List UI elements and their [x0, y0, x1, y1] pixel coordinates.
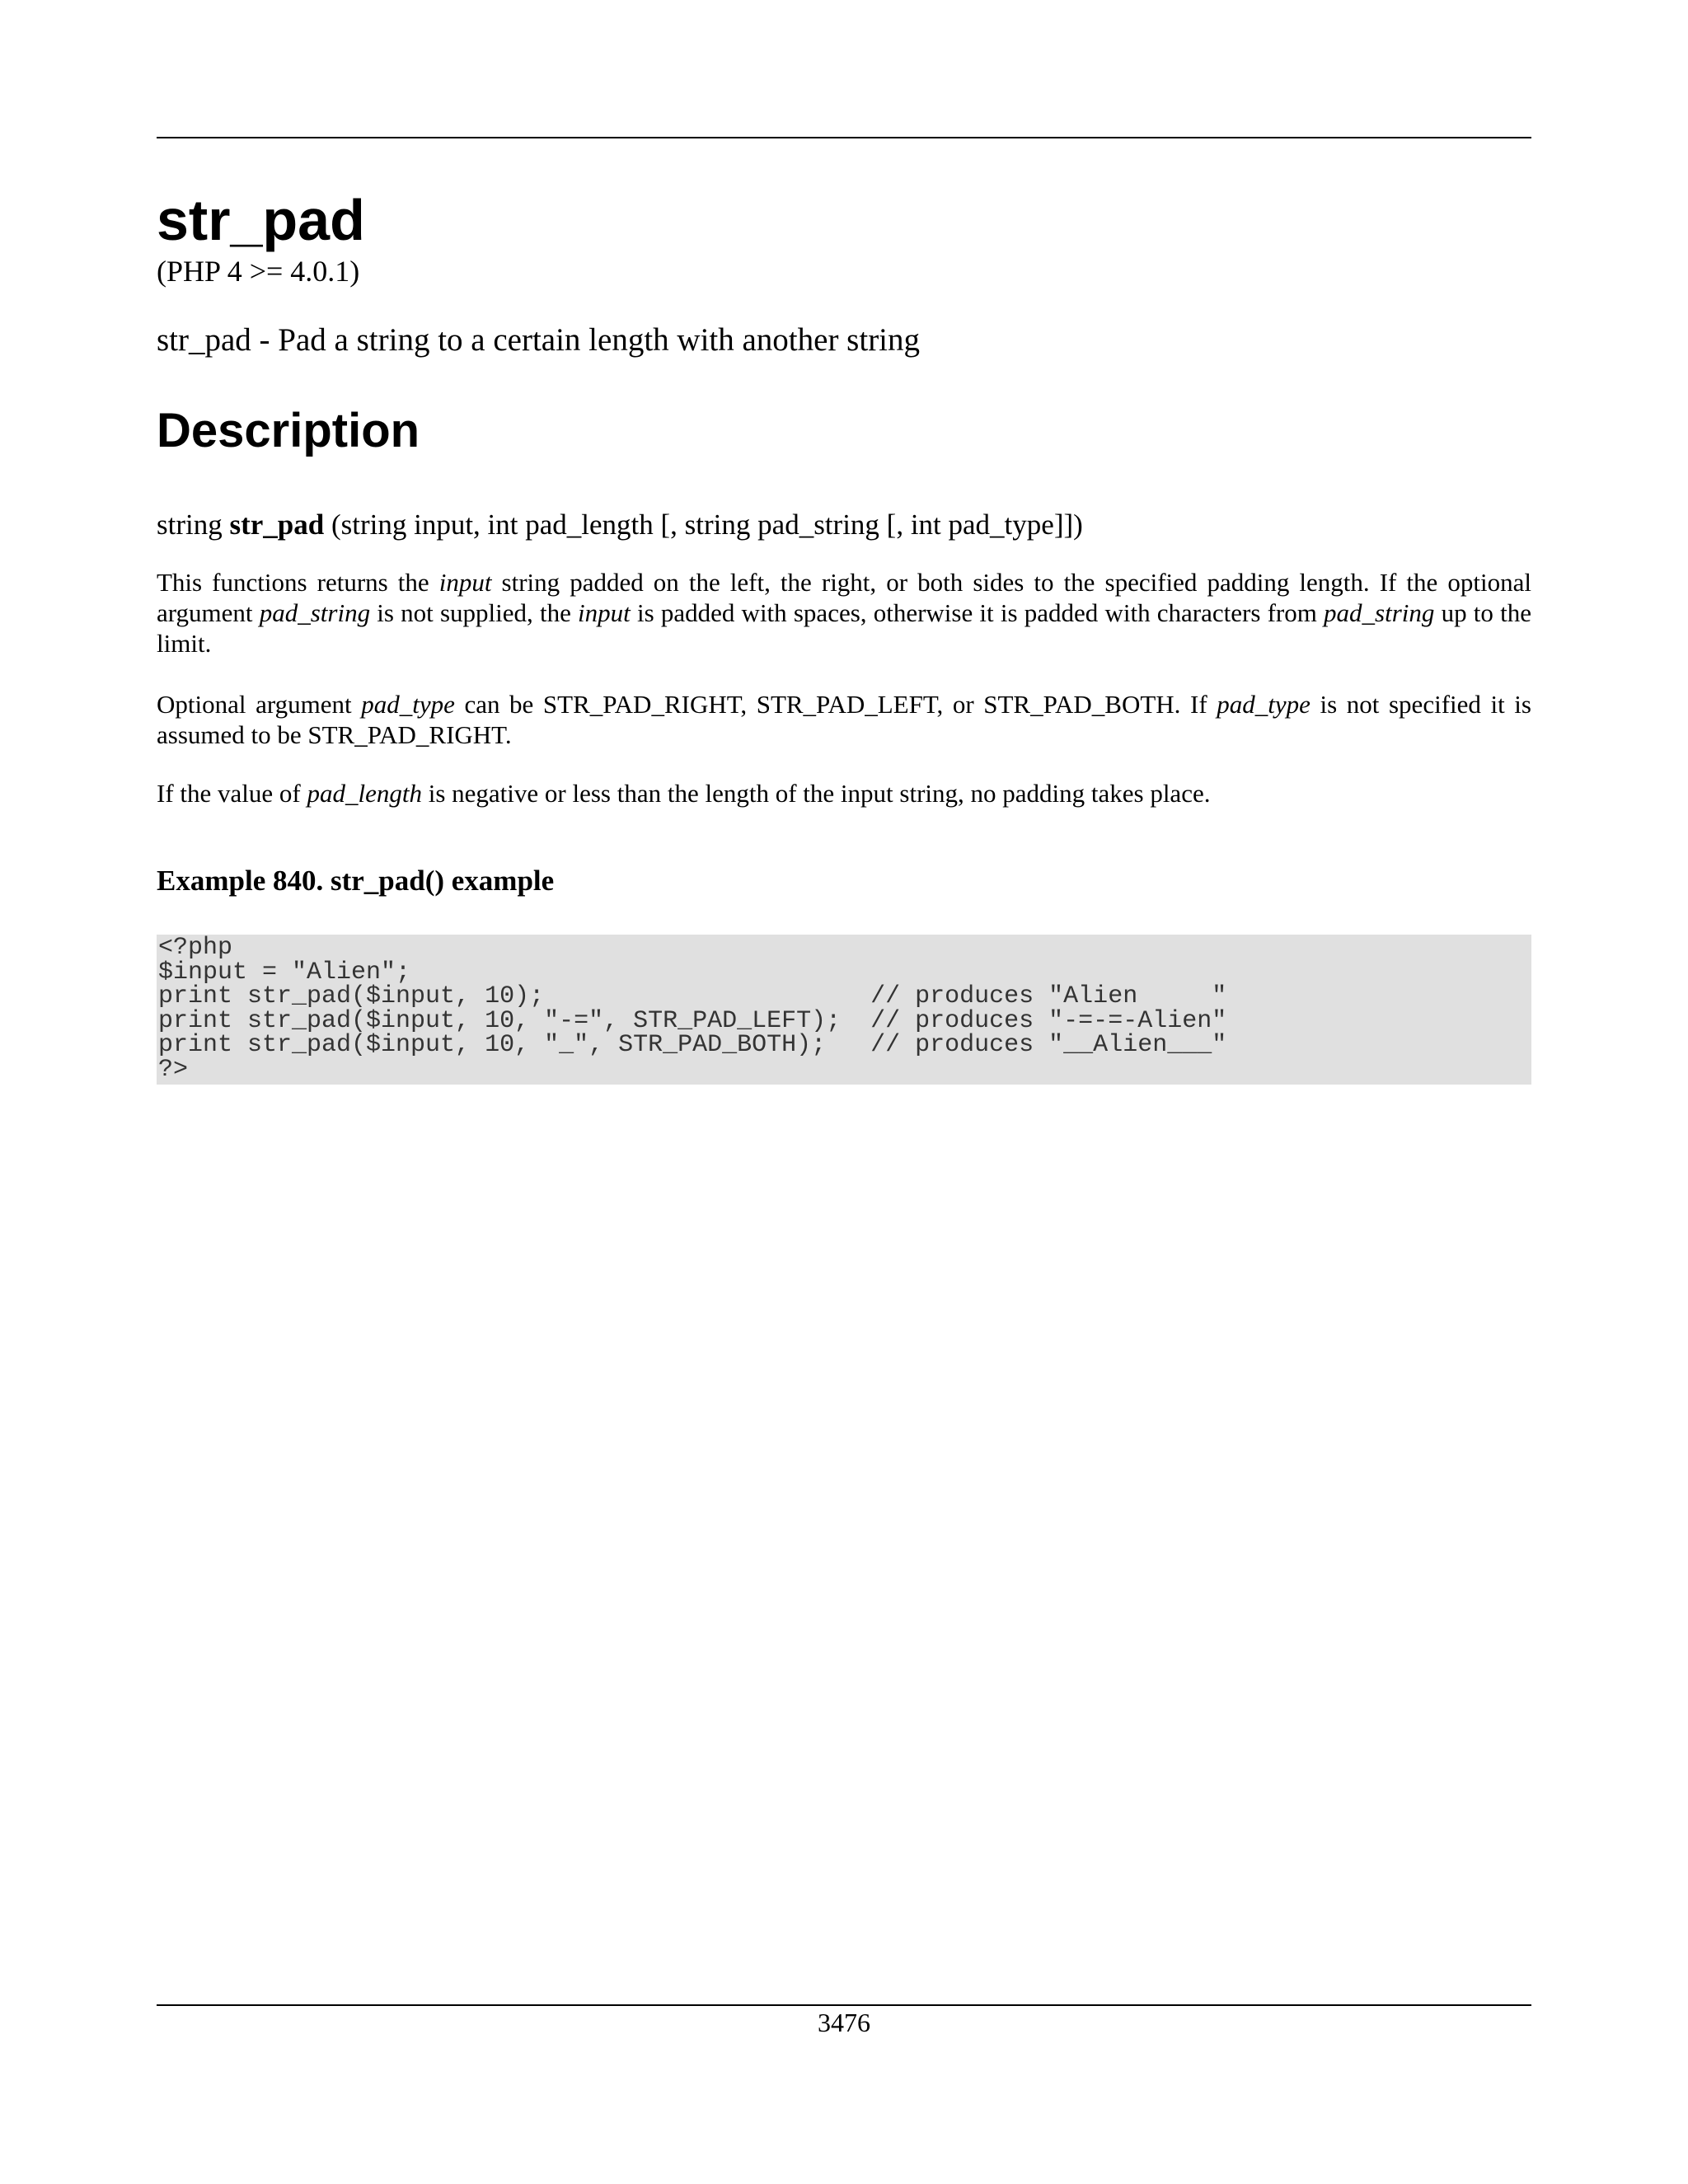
- para1-param-input: input: [438, 568, 492, 597]
- para2-param-pad-type: pad_type: [361, 690, 455, 719]
- para3-text-2: is negative or less than the length of the input string, no padding takes place.: [421, 779, 1211, 808]
- para2-text-3: is not specified it is assumed to be STR_PAD_RIGHT.: [157, 690, 1531, 749]
- para1-param-pad-string: pad_string: [259, 598, 371, 627]
- para1-text-1: This functions returns the: [157, 568, 439, 597]
- para1-param-input-2: input: [578, 598, 631, 627]
- synopsis-function-name: str_pad: [229, 509, 325, 541]
- para1-text-2: string padded on the left, the right, or both sides to the specified padding length. If the optional argument: [157, 568, 1531, 627]
- para3-text-1: If the value of: [157, 779, 307, 808]
- example-title: Example 840. str_pad() example: [157, 865, 555, 897]
- description-paragraph-3: [157, 778, 1531, 808]
- para2-text-1: Optional argument: [157, 690, 362, 719]
- function-synopsis: [157, 509, 1083, 541]
- para1-text-4: is padded with spaces, otherwise it is padded with characters from: [630, 598, 1325, 627]
- version-info: (PHP 4 >= 4.0.1): [157, 255, 360, 288]
- example-code: <?php $input = "Alien"; print str_pad($input, 10); // produces "Alien " print str_pad($input, 10, "-=", STR_PAD_LEFT); // produces "-=-=-Alien" print str_pad($input, 10, "_", STR_PAD_BOTH); // produces "__Alien___" ?>: [158, 934, 1227, 1084]
- function-title: str_pad: [157, 188, 365, 252]
- para1-text-3: is not supplied, the: [370, 598, 579, 627]
- refpurpose: str_pad - Pad a string to a certain length with another string: [157, 322, 921, 358]
- para2-param-pad-type-2: pad_type: [1217, 690, 1311, 719]
- para1-text-5: up to the limit.: [157, 598, 1531, 658]
- example-code-block: [157, 935, 1531, 1085]
- para2-text-2: can be STR_PAD_RIGHT, STR_PAD_LEFT, or STR_PAD_BOTH. If: [454, 690, 1217, 719]
- para1-param-pad-string-2: pad_string: [1324, 598, 1435, 627]
- synopsis-return-type: string: [157, 509, 223, 541]
- description-paragraph-2: [157, 689, 1531, 750]
- description-heading: Description: [157, 404, 420, 457]
- footer-rule: [157, 2004, 1531, 2006]
- description-paragraph-1: [157, 567, 1531, 658]
- header-rule: [157, 137, 1531, 138]
- page-number: 3476: [818, 2008, 870, 2037]
- para3-param-pad-length: pad_length: [307, 779, 422, 808]
- synopsis-params: (string input, int pad_length [, string pad_string [, int pad_type]]): [331, 509, 1083, 541]
